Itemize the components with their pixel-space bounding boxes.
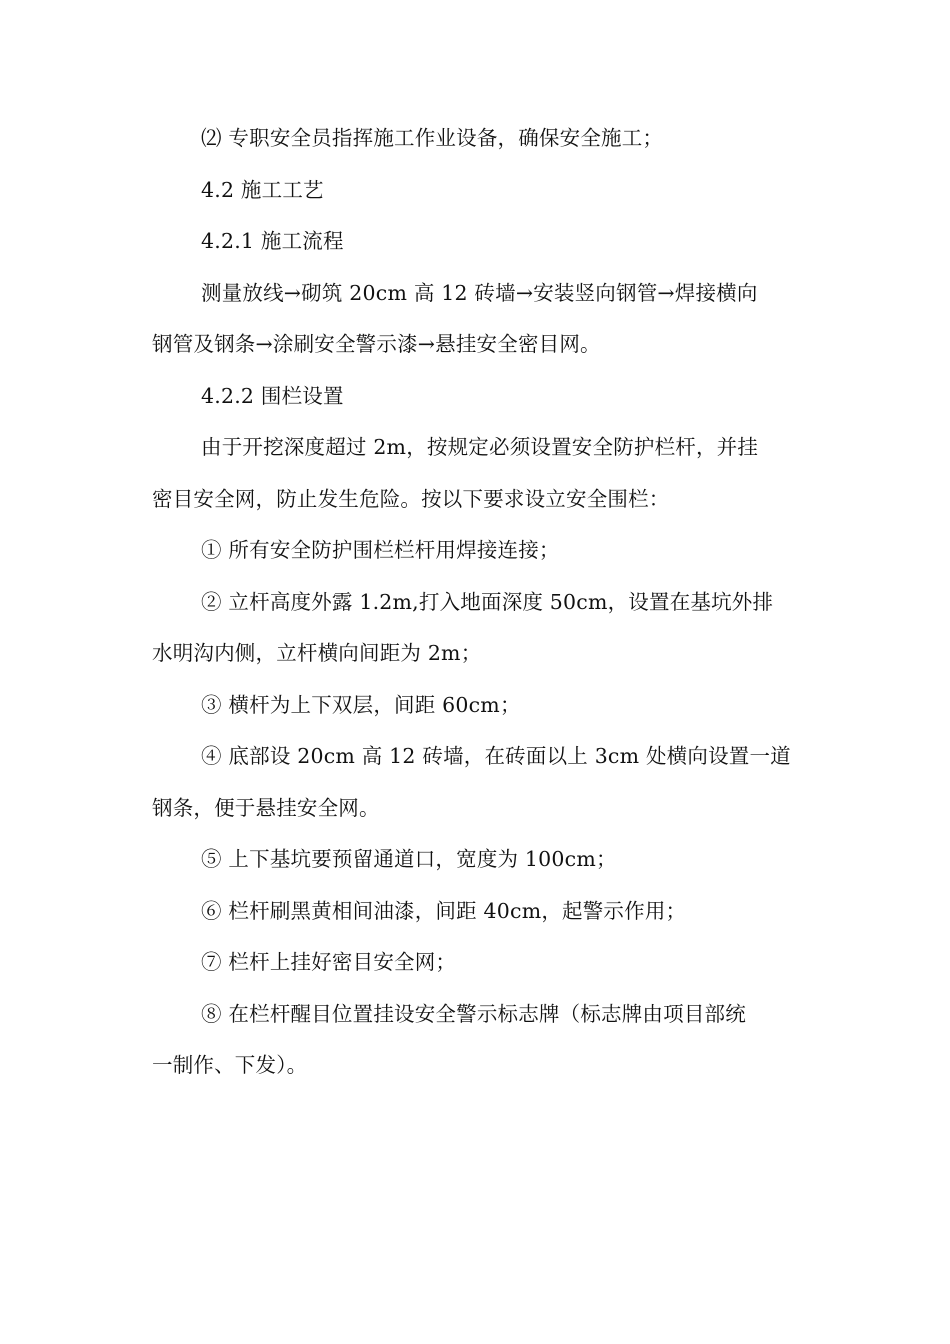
section-heading-4-2: 4.2 施工工艺 — [201, 178, 324, 202]
requirement-5: ⑤ 上下基坑要预留通道口，宽度为 100cm； — [201, 847, 617, 871]
section-heading-4-2-2: 4.2.2 围栏设置 — [201, 384, 344, 408]
process-flow-line-2: 钢管及钢条→涂刷安全警示漆→悬挂安全密目网。 — [152, 332, 601, 356]
requirement-8-line-2: 一制作、下发）。 — [152, 1053, 308, 1077]
fence-intro-line-2: 密目安全网，防止发生危险。按以下要求设立安全围栏： — [152, 487, 670, 511]
requirement-8-line-1: ⑧ 在栏杆醒目位置挂设安全警示标志牌（标志牌由项目部统 — [201, 1002, 746, 1026]
requirement-4-line-2: 钢条，便于悬挂安全网。 — [152, 796, 380, 820]
requirement-1: ① 所有安全防护围栏栏杆用焊接连接； — [201, 538, 560, 562]
section-heading-4-2-1: 4.2.1 施工流程 — [201, 229, 344, 253]
fence-intro-line-1: 由于开挖深度超过 2m，按规定必须设置安全防护栏杆，并挂 — [201, 435, 759, 459]
requirement-4-line-1: ④ 底部设 20cm 高 12 砖墙，在砖面以上 3cm 处横向设置一道 — [201, 744, 791, 768]
process-flow-line-1: 测量放线→砌筑 20cm 高 12 砖墙→安装竖向钢管→焊接横向 — [201, 281, 758, 305]
requirement-2-line-2: 水明沟内侧，立杆横向间距为 2m； — [152, 641, 482, 665]
requirement-6: ⑥ 栏杆刷黑黄相间油漆，间距 40cm，起警示作用； — [201, 899, 687, 923]
safety-officer-line: ⑵ 专职安全员指挥施工作业设备，确保安全施工； — [201, 126, 664, 150]
requirement-7: ⑦ 栏杆上挂好密目安全网； — [201, 950, 457, 974]
requirement-2-line-1: ② 立杆高度外露 1.2m,打入地面深度 50cm，设置在基坑外排 — [201, 590, 774, 614]
requirement-3: ③ 横杆为上下双层，间距 60cm； — [201, 693, 521, 717]
